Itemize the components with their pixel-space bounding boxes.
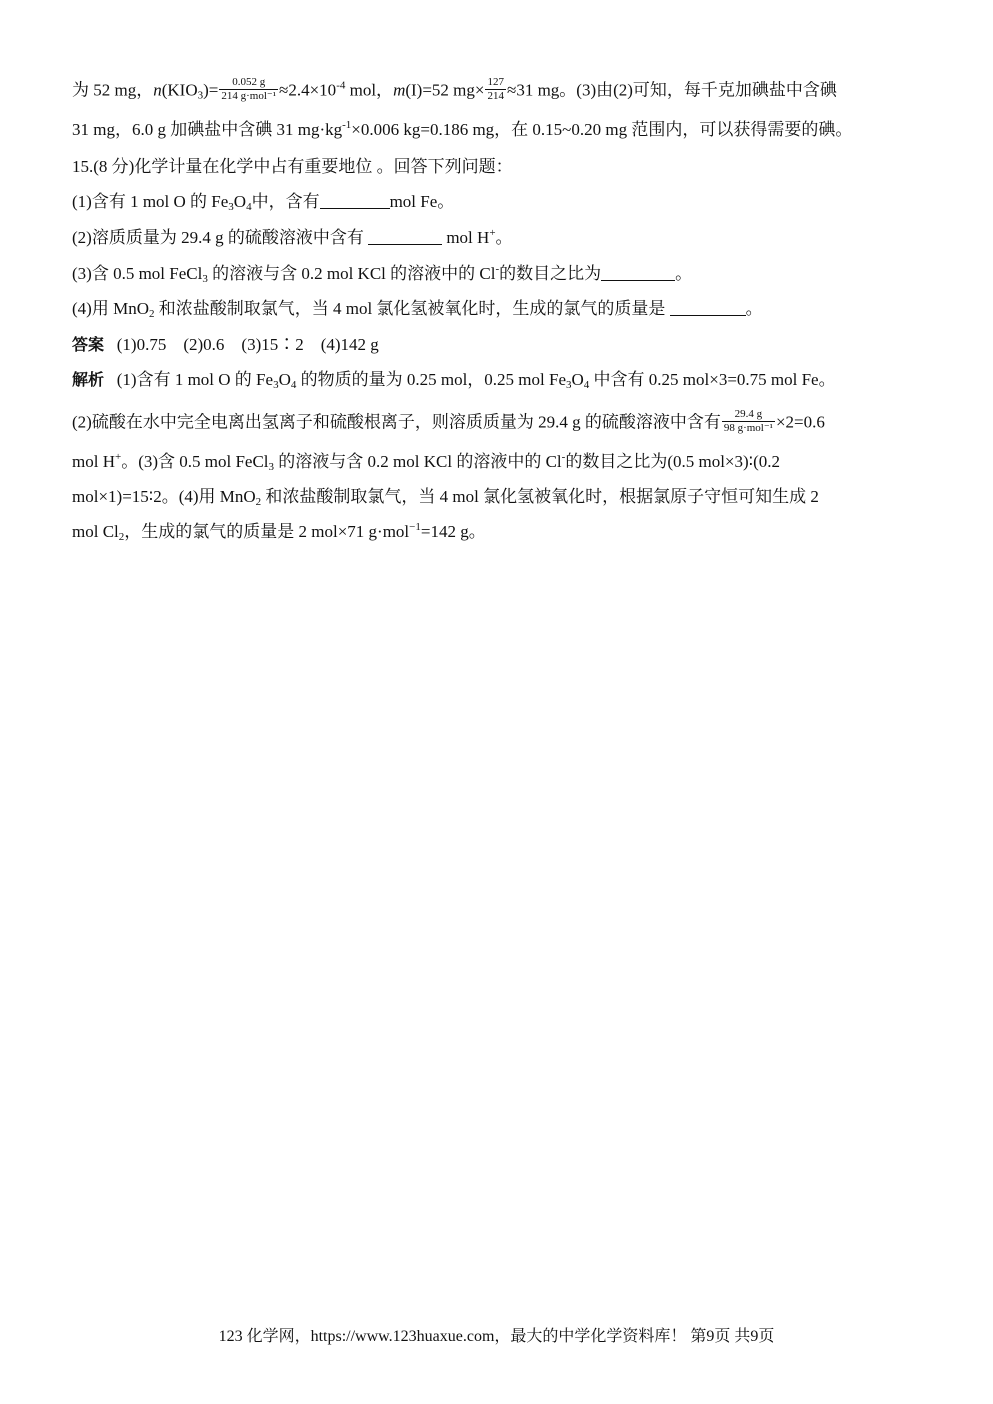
symbol-n: n [153, 80, 162, 100]
subscript: 4 [246, 201, 252, 213]
subscript: 3 [197, 89, 204, 102]
subscript: 3 [273, 379, 279, 391]
analysis-line-3 [72, 452, 780, 472]
text-segment: 。(3)含 0.5 mol FeCl [121, 452, 269, 471]
fraction-iodine-ratio [485, 76, 506, 103]
subscript: 4 [583, 379, 590, 391]
analysis-line-4 [72, 487, 819, 507]
subscript: 3 [228, 201, 234, 213]
text-segment: (I)=52 mg× [405, 80, 485, 100]
text-segment: (KIO [161, 80, 198, 100]
answer-line [72, 335, 379, 355]
superscript: - [561, 451, 566, 463]
text-segment: (2)溶质质量为 29.4 g 的硫酸溶液中含有 [72, 228, 369, 247]
text-segment: 。 [675, 264, 693, 283]
text-segment: mol Cl [72, 522, 119, 541]
text-segment: ×2=0.6 [775, 412, 825, 432]
fraction-numerator: 29.4 g [722, 408, 775, 422]
subscript: 2 [148, 308, 155, 320]
text-segment: 的溶液与含 0.2 mol KCl 的溶液中的 Cl [207, 264, 496, 283]
subscript: 3 [268, 461, 275, 473]
text-segment: 的数目之比为 [499, 264, 602, 283]
text-segment: 为 52 mg， [72, 80, 154, 100]
symbol-m: m [393, 80, 406, 100]
text-segment: (4)用 MnO [72, 299, 149, 318]
answer-blank [601, 264, 675, 281]
text-segment: O [233, 192, 247, 211]
analysis-label: 解析 [72, 370, 105, 389]
analysis-line-5 [72, 522, 486, 542]
superscript: + [114, 451, 122, 463]
superscript: + [489, 227, 496, 239]
superscript: -1 [342, 119, 352, 131]
answer-label: 答案 [72, 335, 105, 354]
solution-line-2 [72, 120, 852, 140]
footer-text: 123 化学网，https://www.123huaxue.com，最大的中学化学资料库！ 第9页 共9页 [218, 1328, 775, 1345]
text-segment: ×0.006 kg=0.186 mg，在 0.15~0.20 mg 范围内，可以获得需要的碘。 [351, 120, 853, 139]
text-segment: 和浓盐酸制取氯气，当 4 mol 氯化氢被氧化时，根据氯原子守恒可知生成 2 [261, 487, 819, 506]
text-segment: mol， [345, 80, 394, 100]
text-segment: (1)含有 1 mol O 的 Fe [116, 370, 274, 389]
fraction-numerator: 127 [487, 76, 504, 88]
answer-blank [670, 299, 746, 316]
text-segment: (3)含 0.5 mol FeCl [72, 264, 203, 283]
answer-text: (1)0.75 (2)0.6 (3)15∶2 (4)142 g [116, 335, 379, 354]
analysis-line-1 [72, 370, 836, 390]
text-segment: O [571, 370, 584, 389]
text-segment: 。 [745, 299, 763, 318]
text-segment: ≈2.4×10 [279, 80, 337, 100]
text-segment: 的数目之比为(0.5 mol×3)∶(0.2 [565, 452, 781, 471]
text-segment: 15.(8 分)化学计量在化学中占有重要地位 。回答下列问题： [72, 157, 513, 176]
fraction-numerator: 0.052 g [219, 76, 278, 90]
fraction-denominator: 214 g·mol⁻¹ [221, 90, 277, 102]
question-part-4 [72, 299, 763, 319]
text-segment: O [278, 370, 291, 389]
analysis-line-2 [72, 410, 825, 437]
text-segment: 中，含有 [251, 192, 320, 211]
text-segment: 的溶液与含 0.2 mol KCl 的溶液中的 Cl [274, 452, 562, 471]
subscript: 4 [290, 379, 297, 391]
text-segment: (2)硫酸在水中完全电离出氢离子和硫酸根离子，则溶质质量为 29.4 g 的硫酸溶液中含有 [72, 412, 721, 432]
subscript: 3 [202, 273, 208, 285]
text-segment: mol×1)=15∶2。(4)用 MnO [72, 487, 256, 506]
text-segment: ≈31 mg。(3)由(2)可知，每千克加碘盐中含碘 [506, 80, 837, 100]
answer-blank [320, 192, 390, 209]
text-segment: )= [203, 80, 219, 100]
text-segment: =142 g。 [420, 522, 486, 541]
fraction-moles-kio3 [219, 76, 278, 103]
superscript: -4 [336, 79, 346, 92]
text-segment: 中含有 0.25 mol×3=0.75 mol Fe。 [589, 370, 836, 389]
subscript: 2 [118, 531, 125, 543]
fraction-denominator: 214 [487, 90, 504, 102]
question-part-1 [72, 192, 454, 212]
fraction-sulfuric-acid [722, 408, 775, 435]
text-segment: mol H [72, 452, 115, 471]
solution-line-1 [72, 78, 837, 105]
text-segment: mol Fe。 [389, 192, 455, 211]
question-part-2 [72, 228, 513, 248]
text-segment: ，生成的氯气的质量是 2 mol×71 g·mol [124, 522, 410, 541]
text-segment: (1)含有 1 mol O 的 Fe [72, 192, 229, 211]
question-15-heading [72, 157, 513, 177]
page-footer [0, 1323, 993, 1346]
superscript: - [495, 263, 500, 275]
fraction-denominator: 98 g·mol⁻¹ [723, 422, 773, 434]
text-segment: 的物质的量为 0.25 mol，0.25 mol Fe [296, 370, 566, 389]
text-segment: 31 mg，6.0 g 加碘盐中含碘 31 mg·kg [72, 120, 343, 139]
question-part-3 [72, 264, 692, 284]
subscript: 2 [255, 496, 262, 508]
answer-blank [368, 228, 442, 245]
text-segment: 。 [495, 228, 513, 247]
text-segment: mol H [442, 228, 490, 247]
superscript: −1 [409, 521, 421, 533]
text-segment: 和浓盐酸制取氯气，当 4 mol 氯化氢被氧化时，生成的氯气的质量是 [154, 299, 670, 318]
subscript: 3 [566, 379, 572, 391]
